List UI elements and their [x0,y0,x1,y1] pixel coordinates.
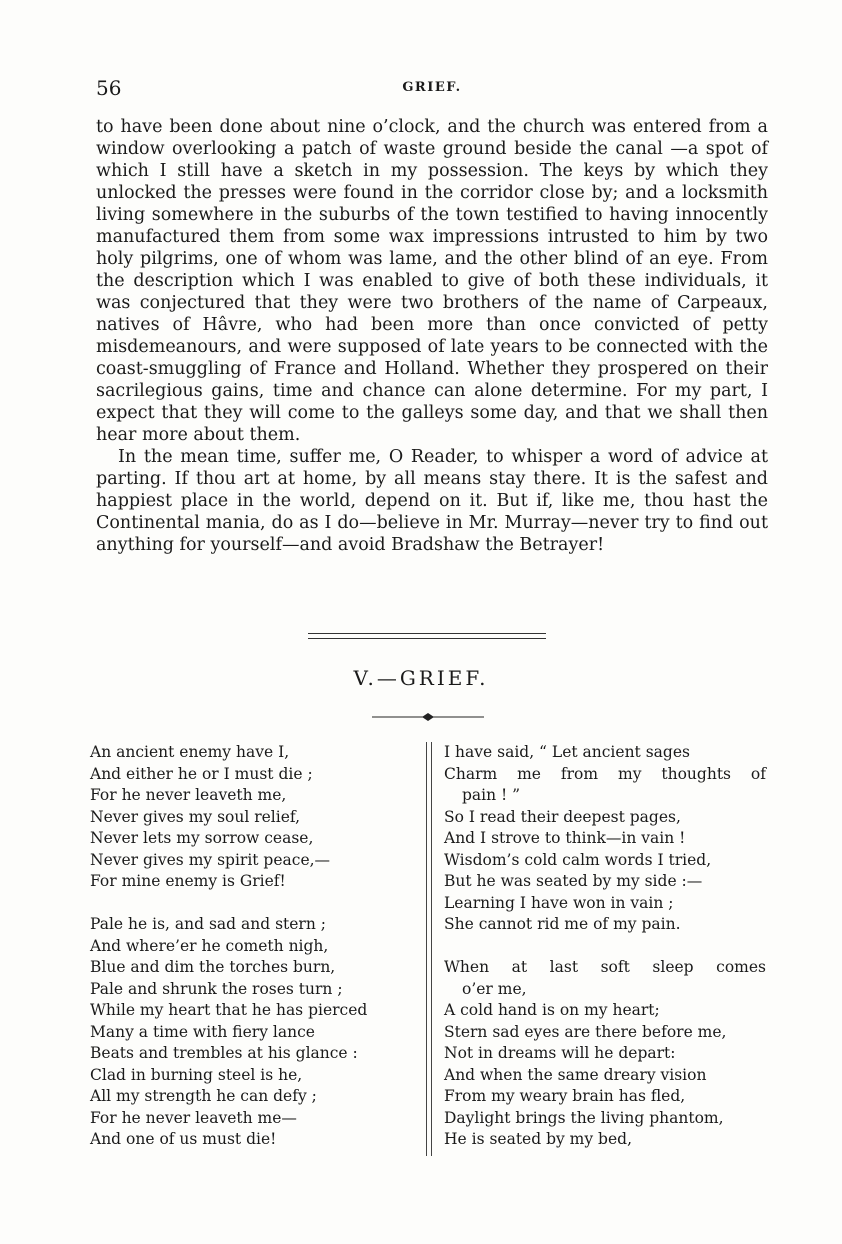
poem-line: But he was seated by my side :— [444,872,703,890]
poem-column-right [444,742,766,1172]
poem-line: Pale and shrunk the roses turn ; [90,979,343,998]
poem-line: Blue and dim the torches burn, [90,958,336,976]
stanza [444,742,766,936]
poem-line: And one of us must die! [90,1130,277,1148]
poem-line: pain ! ” [462,786,521,804]
poem-line: Beats and trembles at his glance : [90,1044,358,1062]
poem-line: All my strength he can defy ; [90,1087,317,1105]
prose-body [96,116,768,556]
poem-line: And where’er he cometh nigh, [90,936,329,955]
paragraph: In the mean time, suffer me, O Reader, to whisper a word of advice at parting. If thou art at home, by all means stay there. It is the safest and happiest place in the world, depend on it. But if, like me, thou hast the Continental mania, do as I do—believe in Mr. Murray—never try to find out anything for yourself—and avoid Bradshaw the Betrayer! [96,447,768,555]
poem-line: I have said, “ Let ancient sages [444,743,690,761]
poem-line: Clad in burning steel is he, [90,1065,303,1084]
poem-line: Learning I have won in vain ; [444,893,674,912]
poem-line: Daylight brings the living phantom, [444,1108,724,1127]
page-header [96,76,768,102]
section-divider-rule [308,638,546,639]
poem-line: And I strove to think—in vain ! [444,829,686,847]
running-title: GRIEF. [402,80,462,95]
poem-line: Never gives my soul relief, [90,807,301,826]
section-title: V.—GRIEF. [353,666,489,690]
poem-line: A cold hand is on my heart; [444,1001,660,1019]
poem-line: For mine enemy is Grief! [90,872,286,890]
poem-line: Pale he is, and sad and stern ; [90,915,326,933]
ornament-divider-icon [372,710,484,724]
poem-line: An ancient enemy have I, [90,743,290,761]
poem-line: Many a time with fiery lance [90,1022,315,1041]
stanza [90,914,410,1151]
stanza [90,742,410,893]
poem-line: Charm me from my thoughts of [444,764,766,783]
poem-line: When at last soft sleep comes [444,958,766,976]
poem-line: And either he or I must die ; [90,764,313,783]
poem-column-left [90,742,410,1172]
poem-line: Not in dreams will he depart: [444,1044,676,1062]
column-divider-rule [426,742,432,1156]
poem-line: While my heart that he has pierced [90,1001,368,1019]
poem-line: Wisdom’s cold calm words I tried, [444,850,712,869]
stanza [444,957,766,1151]
poem-line: Never gives my spirit peace,— [90,850,331,869]
poem-line: Never lets my sorrow cease, [90,829,314,847]
paragraph: to have been done about nine o’clock, and the church was entered from a window overlooking a patch of waste ground beside the canal —a spot of which I still have a sketch in my possession. The keys by which they unlocked the presses were found in the corridor close by; and a locksmith living somewhere in the suburbs of the town testified to having innocently manufactured them from some wax impressions intrusted to him by two holy pilgrims, one of whom was lame, and the other blind of an eye. From the description which I was enabled to give of both these individuals, it was conjectured that they were two brothers of the name of Carpeaux, natives of Hâvre, who had been more than once convicted of petty misdemeanours, and were supposed of late years to be connected with the coast-smuggling of France and Holland. Whether they prospered on their sacrilegious gains, time and chance can alone determine. For my part, I expect that they will come to the galleys some day, and that we shall then hear more about them. [96,117,768,445]
poem-line: From my weary brain has fled, [444,1087,686,1105]
poem-line: Stern sad eyes are there before me, [444,1022,727,1041]
poem-line: She cannot rid me of my pain. [444,915,681,933]
poem-line: So I read their deepest pages, [444,807,681,826]
poem-line: He is seated by my bed, [444,1130,633,1148]
poem-line: For he never leaveth me, [90,786,287,804]
poem-line: For he never leaveth me— [90,1108,297,1127]
page-number: 56 [96,76,122,100]
poem-line: o’er me, [462,979,527,998]
poem-line: And when the same dreary vision [444,1065,707,1084]
section-divider-rule [308,633,546,634]
